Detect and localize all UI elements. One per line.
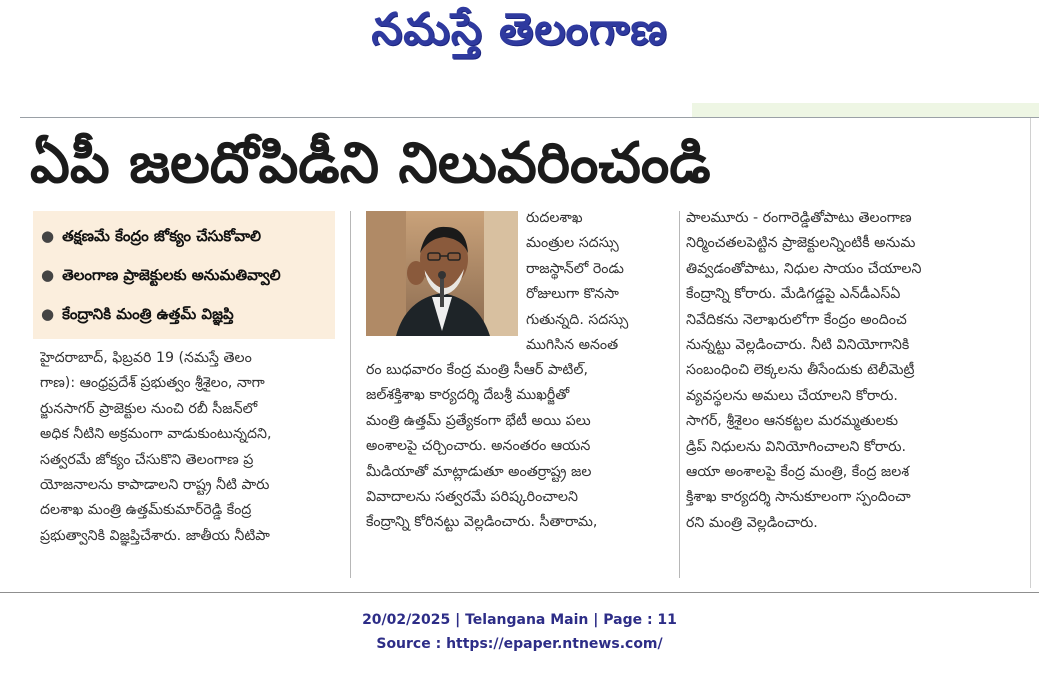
article-column-2	[366, 358, 671, 536]
bullet-icon: ●	[41, 227, 55, 245]
article-line: దలశాఖ మంత్రి ఉత్తమ్‌కుమార్‌రెడ్డి కేంద్ర	[40, 502, 252, 519]
adjacent-article-edge	[1030, 118, 1039, 588]
article-line: తివ్వడంతోపాటు, నిధుల సాయం చేయాలని	[686, 260, 922, 277]
article-line: ప్రభుత్వానికి విజ్ఞప్తిచేశారు. జాతీయ నీటిపా	[40, 527, 270, 544]
column-divider	[679, 211, 680, 578]
minister-photo	[366, 211, 518, 336]
bullet-icon: ●	[41, 305, 55, 323]
article-line: కేంద్రాన్ని కోరారు. మేడిగడ్డపై ఎన్‌డీఎస్‌ఏ	[686, 286, 901, 303]
article-line: ముగిసిన అనంత	[526, 336, 619, 353]
column-divider	[350, 211, 351, 578]
masthead-logo: నమస్తే తెలంగాణ	[371, 4, 668, 55]
article-line: సంబంధించి లెక్కలను తీసేందుకు టెలీమెట్రీ	[686, 362, 915, 379]
article-line: హైదరాబాద్, ఫిబ్రవరి 19 (నమస్తే తెలం	[40, 350, 252, 366]
article-line: ర్జునసాగర్ ప్రాజెక్టుల నుంచి రబీ సీజన్‌లో	[40, 400, 258, 417]
article-line: నున్నట్టు వెల్లడించారు. నీటి వినియోగానికి	[686, 336, 910, 353]
article-line: వ్యవస్థలను అమలు చేయాలని కోరారు.	[686, 387, 898, 404]
article-line: అంశాలపై చర్చించారు. అనంతరం ఆయన	[366, 438, 591, 455]
bullet-box	[33, 211, 335, 339]
article-line: మంత్రుల సదస్సు	[526, 235, 619, 252]
article-headline: ఏపీ జలదోపిడీని నిలువరించండి	[30, 131, 711, 196]
bullet-text: తెలంగాణ ప్రాజెక్టులకు అనుమతివ్వాలి	[62, 266, 281, 284]
article-line: సత్వరమే జోక్యం చేసుకొని తెలంగాణ ప్ర	[40, 451, 254, 468]
article-column-2-top	[526, 206, 666, 358]
bullet-text: తక్షణమే కేంద్రం జోక్యం చేసుకోవాలి	[62, 227, 262, 245]
top-divider	[20, 117, 1039, 118]
article-line: గుతున్నది. సదస్సు	[526, 311, 629, 328]
bullet-text: కేంద్రానికి మంత్రి ఉత్తమ్ విజ్ఞప్తి	[62, 305, 234, 323]
article-line: కేంద్రాన్ని కోరినట్టు వెల్లడించారు. సీతారామ,	[366, 514, 598, 531]
article-line: సాగర్, శ్రీశైలం ఆనకట్టల మరమ్మతులకు	[686, 413, 898, 430]
article-line: నివేదికను నెలాఖరులోగా కేంద్రం అందించ	[686, 311, 907, 328]
article-column-1	[40, 346, 340, 549]
article-line: క్తిశాఖ కార్యదర్శి సానుకూలంగా స్పందించా	[686, 489, 911, 506]
article-line: రం బుధవారం కేంద్ర మంత్రి సీఆర్ పాటిల్,	[366, 362, 588, 378]
article-line: మంత్రి ఉత్తమ్ ప్రత్యేకంగా భేటీ అయి పలు	[366, 412, 591, 429]
article-line: డ్రిప్ నిధులను వినియోగించాలని కోరారు.	[686, 438, 906, 455]
masthead-band	[692, 103, 1039, 117]
article-line: రుదలశాఖ	[526, 210, 583, 226]
article-line: మీడియాతో మాట్లాడుతూ అంతర్రాష్ట్ర జల	[366, 463, 592, 480]
article-line: యోజనాలను కాపాడాలని రాష్ట్ర నీటి పారు	[40, 476, 270, 493]
footer-date-page: 20/02/2025 | Telangana Main | Page : 11	[362, 612, 677, 628]
article-line: గాణ): ఆంధ్రప్రదేశ్ ప్రభుత్వం శ్రీశైలం, నాగా	[40, 375, 265, 392]
article-line: నిర్మించతలపెట్టిన ప్రాజెక్టులన్నింటికీ అనుమ	[686, 235, 916, 252]
article-line: రోజులుగా కొనసా	[526, 286, 619, 303]
article-line: అధిక నీటిని అక్రమంగా వాడుకుంటున్నదని,	[40, 426, 272, 443]
bullet-icon: ●	[41, 266, 55, 284]
article-column-3	[686, 206, 1002, 536]
bottom-divider	[0, 592, 1039, 593]
bullet-item	[41, 227, 331, 249]
article-line: వివాదాలను సత్వరమే పరిష్కరించాలని	[366, 488, 578, 505]
article-line: రాజస్థాన్‌లో రెండు	[526, 260, 624, 277]
footer-source: Source : https://epaper.ntnews.com/	[376, 636, 663, 652]
article-line: రని మంత్రి వెల్లడించారు.	[686, 514, 818, 531]
article-line: ఆయా అంశాలపై కేంద్ర మంత్రి, కేంద్ర జలశ	[686, 463, 910, 480]
bullet-item	[41, 266, 331, 288]
article-line: జల్‌శక్తిశాఖ కార్యదర్శి దేబశ్రీ ముఖర్జీతో	[366, 387, 570, 404]
article-line: పాలమూరు - రంగారెడ్డితోపాటు తెలంగాణ	[686, 210, 912, 226]
bullet-item	[41, 305, 331, 327]
